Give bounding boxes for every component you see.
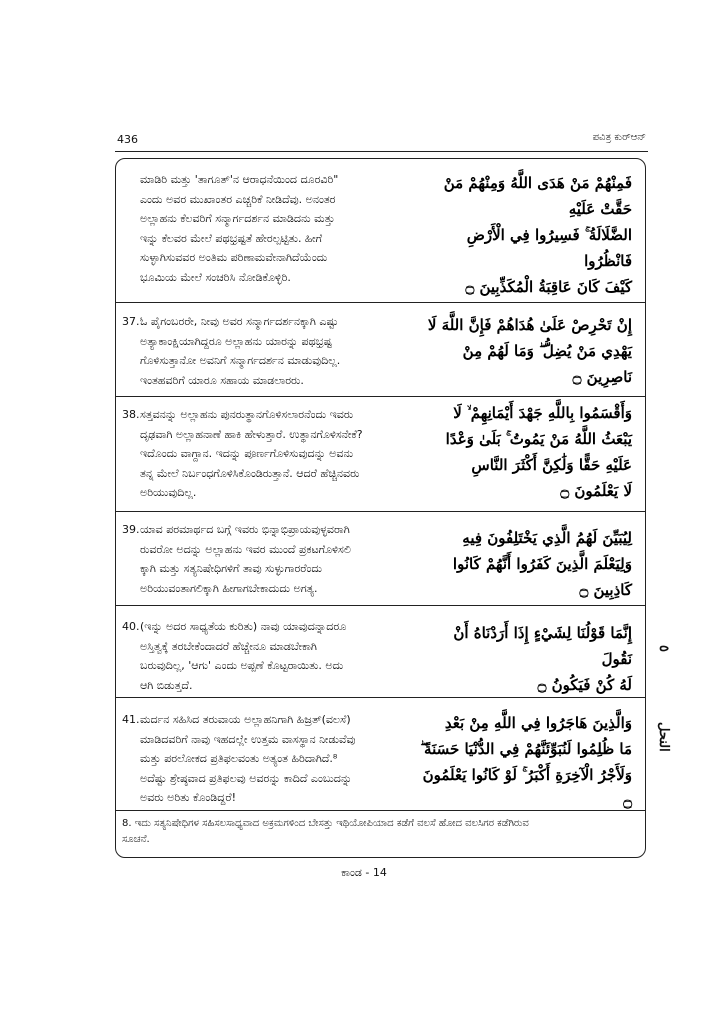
margin-surah-mark: النحل: [656, 722, 671, 752]
book-title: ಪವಿತ್ರ ಕುರ್‌ಆನ್: [592, 132, 646, 143]
page-number: 436: [117, 133, 138, 146]
section-arabic-text: إِنَّمَا قَوْلُنَا لِشَيْءٍ إِذَا أَرَدْنَاهُ أَنْ نَقُولَ لَهُ كُنْ فَيَكُونُ ۝: [453, 624, 632, 694]
section-kannada-text: (ಇನ್ನು ಅದರ ಸಾಧ್ಯತೆಯ ಕುರಿತು) ನಾವು ಯಾವುದನ್ನಾದರೂ ಅಸ್ತಿತ್ವಕ್ಕೆ ತರಬೇಕೆಂದಾದರೆ ಹೆಚ್ಚೇನೂ ಮಾಡಬೇಕಾಗಿ ಬರುವುದಿಲ್ಲ, 'ಆಗು' ಎಂದು ಅಪ್ಪಣೆ ಕೊಟ್ಟರಾಯಿತು. ಅದು ಆಗಿ ಬಿಡುತ್ತದೆ.: [140, 620, 347, 692]
section-divider: [116, 511, 645, 512]
verse-number: 38.: [122, 408, 140, 421]
section-arabic-text: فَمِنْهُمْ مَنْ هَدَى اللَّهُ وَمِنْهُمْ مَنْ حَقَّتْ عَلَيْهِ الضَّلَالَةُ ۚ فَسِيرُوا فِي الْأَرْضِ فَانْظُرُوا كَيْفَ كَانَ عَاقِبَةُ الْمُكَذِّبِينَ ۝: [443, 174, 632, 296]
verse-number: 37.: [122, 315, 140, 328]
footnote-text: ಇದು ಸತ್ಯನಿಷೇಧಿಗಳ ಸಹಿಸಲಸಾಧ್ಯವಾದ ಅಕ್ರಮಗಳಿಂದ ಬೇಸತ್ತು ಇಥಿಯೋಪಿಯಾದ ಕಡೆಗೆ ವಲಸೆ ಹೋದ ವಲಸಿಗರ ಕಡೆಗಿರುವ ಸೂಚನೆ.: [122, 818, 529, 845]
verse-number: 41.: [122, 713, 140, 726]
section-kannada-text: ಓ ಪೈಗಂಬರರೇ, ನೀವು ಅವರ ಸನ್ಮಾರ್ಗದರ್ಶನಕ್ಕಾಗಿ ಎಷ್ಟು ಅತ್ಯಾಕಾಂಕ್ಷಿಯಾಗಿದ್ದರೂ ಅಲ್ಲಾಹನು ಯಾರನ್ನು ಪಥಭ್ರಷ್ಟ ಗೊಳಿಸುತ್ತಾನೋ ಅವನಿಗೆ ಸನ್ಮಾರ್ಗದರ್ಶನ ಮಾಡುವುದಿಲ್ಲ. ಇಂತಹವರಿಗೆ ಯಾರೂ ಸಹಾಯ ಮಾಡಲಾರರು.: [140, 315, 341, 387]
verse-number: 39.: [122, 523, 140, 536]
footnote: [122, 816, 632, 848]
section-kannada-text: ಸತ್ತವನನ್ನು ಅಲ್ಲಾಹನು ಪುನರುತ್ಥಾನಗೊಳಿಸಲಾರನೆಂದು ಇವರು ದೃಢವಾಗಿ ಅಲ್ಲಾಹನಾಣೆ ಹಾಕಿ ಹೇಳುತ್ತಾರೆ. ಉತ್ಥಾನಗೊಳಿಸನೇಕೆ? ಇದೊಂದು ವಾಗ್ದಾನ. ಇದನ್ನು ಪೂರ್ಣಗೊಳಿಸುವುದನ್ನು ಅವನು ತನ್ನ ಮೇಲೆ ನಿರ್ಬಂಧಗೊಳಿಸಿಕೊಂಡಿರುತ್ತಾನೆ. ಆದರೆ ಹೆಚ್ಚಿನವರು ಅರಿಯುವುದಿಲ್ಲ.: [140, 408, 363, 499]
section-divider: [116, 396, 645, 397]
page-footer: ಕಾಂಡ - 14: [341, 866, 387, 879]
margin-juz-mark: ٥: [656, 645, 671, 652]
section-arabic-text: وَأَقْسَمُوا بِاللَّهِ جَهْدَ أَيْمَانِهِمْ ۙ لَا يَبْعَثُ اللَّهُ مَنْ يَمُوتُ ۚ بَلَىٰ وَعْدًا عَلَيْهِ حَقًّا وَلَٰكِنَّ أَكْثَرَ النَّاسِ لَا يَعْلَمُونَ ۝: [445, 404, 632, 500]
section-kannada-text: ಮಾಡಿರಿ ಮತ್ತು 'ತಾಗೂತ್'ನ ಆರಾಧನೆಯಿಂದ ದೂರವಿರಿ" ಎಂದು ಅವರ ಮುಖಾಂತರ ಎಚ್ಚರಿಕೆ ನೀಡಿದೆವು. ಅನಂತರ ಅಲ್ಲಾಹನು ಕೆಲವರಿಗೆ ಸನ್ಮಾರ್ಗದರ್ಶನ ಮಾಡಿದನು ಮತ್ತು ಇನ್ನು ಕೆಲವರ ಮೇಲೆ ಪಥಭ್ರಷ್ಟತೆ ಹೇರಲ್ಪಟ್ಟಿತು. ಹೀಗೆ ಸುಳ್ಳಾಗಿಸುವವರ ಅಂತಿಮ ಪರಿಣಾಮವೇನಾಗಿದೆಯೆಂದು ಭೂಮಿಯ ಮೇಲೆ ಸಂಚರಿಸಿ ನೋಡಿಕೊಳ್ಳಿರಿ.: [140, 173, 339, 284]
section-arabic-text: وَالَّذِينَ هَاجَرُوا فِي اللَّهِ مِنْ بَعْدِ مَا ظُلِمُوا لَنُبَوِّئَنَّهُمْ فِي الدُّنْيَا حَسَنَةً ۖ وَلَأَجْرُ الْآخِرَةِ أَكْبَرُ ۚ لَوْ كَانُوا يَعْلَمُونَ ۝: [420, 714, 632, 810]
section-arabic-text: إِنْ تَحْرِصْ عَلَىٰ هُدَاهُمْ فَإِنَّ اللَّهَ لَا يَهْدِي مَنْ يُضِلُّ ۖ وَمَا لَهُمْ مِنْ نَاصِرِينَ ۝: [427, 316, 632, 386]
section-kannada-text: ಯಾವ ಪರಮಾರ್ಥದ ಬಗ್ಗೆ ಇವರು ಭಿನ್ನಾಭಿಪ್ರಾಯವುಳ್ಳವರಾಗಿ ರುವರೋ ಅದನ್ನು ಅಲ್ಲಾಹನು ಇವರ ಮುಂದೆ ಪ್ರಕಟಗೊಳಿಸಲಿ ಕ್ಕಾಗಿ ಮತ್ತು ಸತ್ಯನಿಷೇಧಿಗಳಿಗೆ ತಾವು ಸುಳ್ಳುಗಾರರೆಂದು ಅರಿಯುವಂತಾಗಲಿಕ್ಕಾಗಿ ಹೀಗಾಗಬೇಕಾದುದು ಅಗತ್ಯ.: [140, 523, 351, 595]
section-arabic-text: لِيُبَيِّنَ لَهُمُ الَّذِي يَخْتَلِفُونَ فِيهِ وَلِيَعْلَمَ الَّذِينَ كَفَرُوا أَنَّهُمْ كَانُوا كَاذِبِينَ ۝: [452, 529, 632, 599]
section-divider: [116, 605, 645, 606]
section-divider: [116, 302, 645, 303]
verse-number: 40.: [122, 620, 140, 633]
footnote-number: 8.: [122, 818, 132, 829]
header-rule: [115, 151, 648, 152]
section-kannada-text: ಮರ್ದನ ಸಹಿಸಿದ ತರುವಾಯ ಅಲ್ಲಾಹನಿಗಾಗಿ ಹಿಜ್ರತ್(ವಲಸೆ) ಮಾಡಿದವರಿಗೆ ನಾವು ಇಹದಲ್ಲೇ ಉತ್ತಮ ವಾಸಸ್ಥಾನ ನೀಡುವೆವು ಮತ್ತು ಪರಲೋಕದ ಪ್ರತಿಫಲವಂತು ಅತ್ಯಂತ ಹಿರಿದಾಗಿದೆ.⁸ ಅದೆಷ್ಟು ಶ್ರೇಷ್ಠವಾದ ಪ್ರತಿಫಲವು ಅವರನ್ನು ಕಾದಿದೆ ಎಂಬುದನ್ನು ಅವರು ಅರಿತು ಕೊಂಡಿದ್ದರೆ!: [140, 713, 356, 804]
